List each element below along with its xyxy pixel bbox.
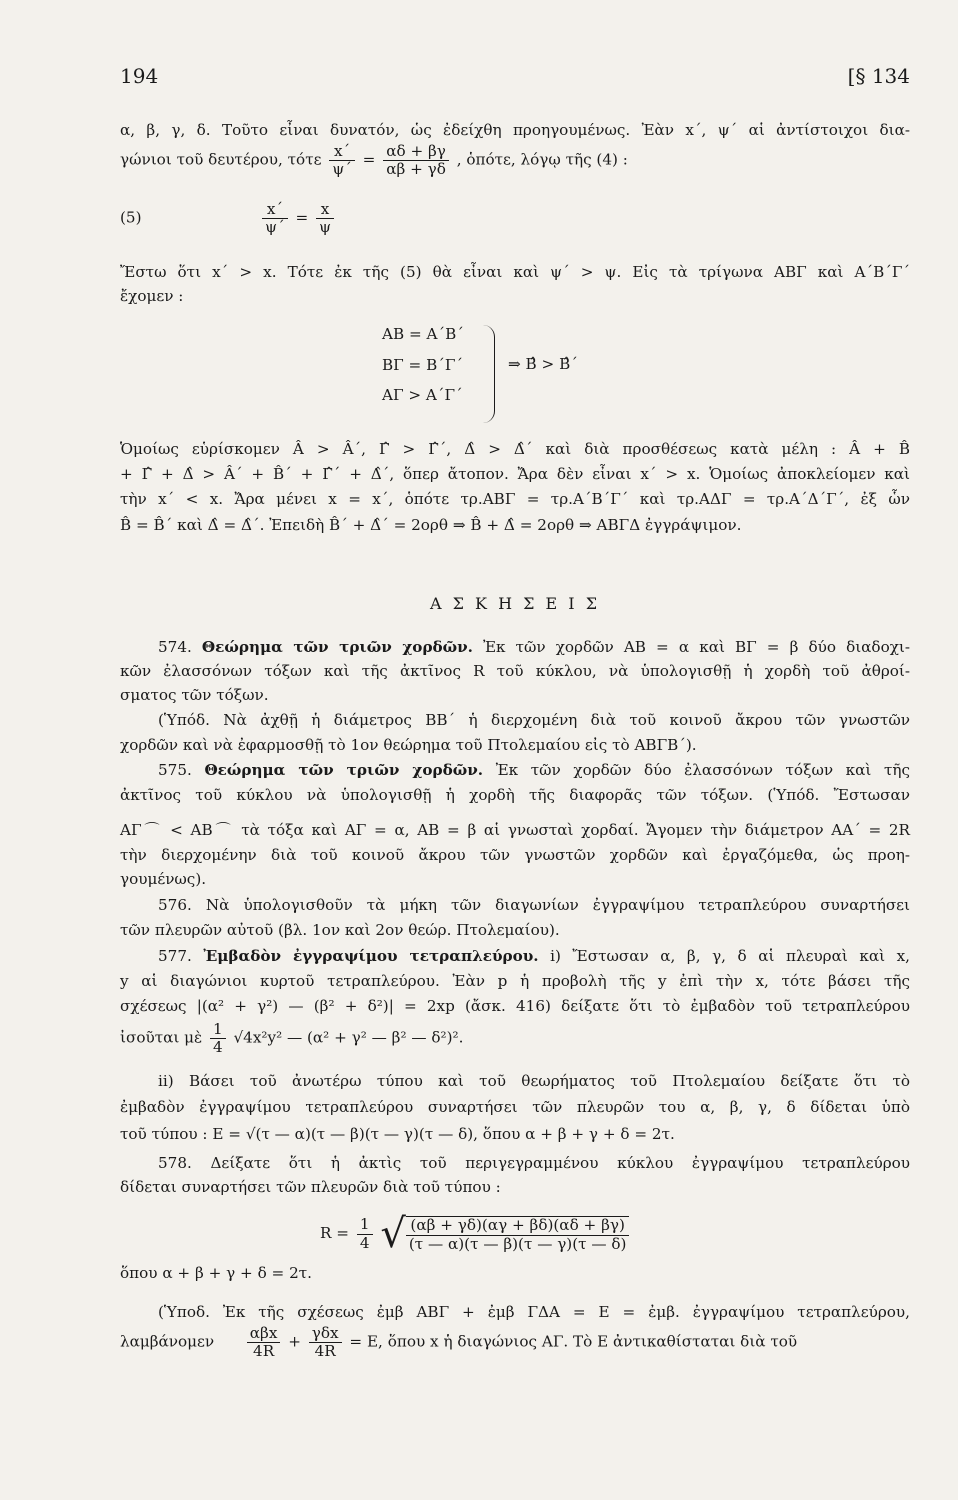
radical-expression: √4x²y² — (α² + γ² — β² — δ²)². [233, 1028, 464, 1047]
text-line: ἐμβαδὸν ἐγγραψίμου τετραπλεύρου συναρτήσει τῶν πλευρῶν του α, β, γ, δ δίδεται ὑπὸ [120, 1098, 910, 1116]
section-reference: [§ 134 [847, 64, 910, 88]
text-line: τὴν x΄ < x. Ἄρα μένει x = x΄, ὁπότε τρ.ΑΒΓ = τρ.Α΄Β΄Γ΄ καὶ τρ.ΑΔΓ = τρ.Α΄Δ΄Γ΄, ἐξ ὧν [120, 490, 910, 508]
text-line: χορδῶν καὶ νὰ ἐφαρμοσθῇ τὸ 1ον θεώρημα τοῦ Πτολεμαίου εἰς τὸ ΑΒΓΒ΄). [120, 736, 697, 754]
text-fragment: γώνιοι τοῦ δευτέρου, τότε [120, 150, 322, 169]
text-line: τὴν διερχομένην διὰ τοῦ κοινοῦ ἄκρου τῶν γνωστῶν χορδῶν καὶ ἐργαζόμεθα, ὡς προη- [120, 846, 910, 864]
text-line: κῶν ἐλασσόνων τόξων καὶ τῆς ἀκτῖνος R τοῦ κύκλου, νὰ ὑπολογισθῇ ἡ χορδὴ τοῦ ἀθροί- [120, 662, 910, 680]
text-line: τῶν πλευρῶν αὐτοῦ (βλ. 1ον καὶ 2ον θεώρ. Πτολεμαίου). [120, 921, 560, 939]
fraction-denominator: ψ΄ [332, 160, 352, 179]
exercise-number: 575. [158, 761, 192, 779]
fraction-denominator: ψ΄ [265, 218, 285, 237]
text-line: Ἔστω ὅτι x΄ > x. Τότε ἐκ τῆς (5) θὰ εἶναι καὶ ψ΄ > ψ. Εἰς τὰ τρίγωνα ΑΒΓ καὶ Α΄Β΄Γ΄ [120, 263, 910, 281]
exercise-number: 576. [158, 896, 192, 914]
system-equation: ΒΓ = Β΄Γ΄ [382, 356, 463, 374]
fraction-numerator: γδx [309, 1326, 342, 1343]
right-brace [482, 325, 495, 423]
text-line: τοῦ τύπου : E = √(τ — α)(τ — β)(τ — γ)(τ — δ), ὅπου α + β + γ + δ = 2τ. [120, 1125, 675, 1143]
exercise-578 [120, 1156, 910, 1171]
fraction-denominator: 4R [314, 1342, 336, 1361]
text-line: σχέσεως |(α² + γ²) — (β² + δ²)| = 2xp (ἄσκ. 416) δείξατε ὅτι τὸ ἐμβαδὸν τοῦ τετραπλεύρου [120, 997, 910, 1015]
fraction-numerator: αβx [247, 1326, 281, 1343]
text-line: + Γ̂ + Δ̂ > Â΄ + B̂΄ + Γ̂΄ + Δ̂΄, ὅπερ ἄτοπον. Ἄρα δὲν εἶναι x΄ > x. Ὁμοίως ἀποκλείομεν καὶ [120, 465, 910, 483]
text-line-fraction [120, 1022, 910, 1055]
fraction-numerator: 1 [357, 1217, 373, 1234]
exercise-575 [120, 763, 910, 778]
equals-sign: = [362, 150, 376, 169]
exercise-name: Θεώρημα τῶν τριῶν χορδῶν. [201, 638, 473, 656]
fraction-denominator: 4 [359, 1233, 370, 1252]
exercise-number: 574. [158, 638, 192, 656]
text-line: ὅπου α + β + γ + δ = 2τ. [120, 1264, 313, 1282]
text-line: α, β, γ, δ. Τοῦτο εἶναι δυνατόν, ὡς ἐδείχθη προηγουμένως. Ἐὰν x΄, ψ΄ αἱ ἀντίστοιχοι δια- [120, 121, 910, 139]
fraction [262, 202, 288, 235]
fraction [316, 202, 334, 235]
text-line: y αἱ διαγώνιοι κυρτοῦ τετραπλεύρου. Ἐὰν p ἡ προβολὴ τῆς y ἐπὶ τὴν x, τότε βάσει τῆς [120, 972, 910, 990]
section-title: Α Σ Κ Η Σ Ε Ι Σ [430, 594, 600, 613]
equation-5 [120, 202, 910, 235]
fraction-numerator: (αβ + γδ)(αγ + βδ)(αδ + βγ) [406, 1218, 630, 1235]
fraction-denominator: (τ — α)(τ — β)(τ — γ)(τ — δ) [408, 1234, 627, 1253]
text-line: ἔχομεν : [120, 287, 184, 305]
text-fragment: Ἐκ τῶν χορδῶν δύο ἐλασσόνων τόξων καὶ τῆς [495, 761, 910, 779]
text-line: γουμένως). [120, 870, 207, 888]
system-equation: ΑΓ > Α΄Γ΄ [382, 386, 463, 404]
fraction [329, 144, 355, 177]
exercise-577 [120, 949, 910, 964]
fraction [247, 1326, 281, 1359]
formula-lhs: R = [320, 1224, 349, 1242]
system-equation: ΑΒ = Α΄Β΄ [382, 325, 464, 343]
text-line-fraction [120, 144, 910, 177]
exercise-name: Ἐμβαδὸν ἐγγραψίμου τετραπλεύρου. [203, 947, 539, 965]
exercise-number: 578. [158, 1154, 192, 1172]
text-line: ἀκτῖνος τοῦ κύκλου νὰ ὑπολογισθῇ ἡ χορδὴ τῆς διαφορᾶς τῶν τόξων. (Ὑπόδ. Ἔστωσαν [120, 786, 910, 804]
text-line: Ὁμοίως εὑρίσκομεν Â > Â΄, Γ̂ > Γ̂΄, Δ̂ > Δ̂΄ καὶ διὰ προσθέσεως κατὰ μέλη : Â + B̂ [120, 440, 910, 458]
fraction-numerator: x [316, 202, 334, 219]
text-fragment: Δείξατε ὅτι ἡ ἀκτὶς τοῦ περιγεγραμμένου κύκλου ἐγγραψίμου τετραπλεύρου [210, 1154, 911, 1172]
fraction-denominator: 4 [213, 1038, 223, 1057]
fraction-denominator: 4R [253, 1342, 275, 1361]
fraction-numerator: x΄ [262, 202, 288, 219]
exercise-number: 577. [158, 947, 192, 965]
equation-label: (5) [120, 208, 142, 227]
plus-sign: + [288, 1332, 301, 1351]
inequality-system [382, 317, 622, 417]
text-line: B̂ = B̂΄ καὶ Δ̂ = Δ̂΄. Ἐπειδὴ B̂΄ + Δ̂΄ = 2ορθ ⇒ B̂ + Δ̂ = 2ορθ ⇒ ΑΒΓΔ ἐγγράψιμον. [120, 516, 742, 534]
text-fragment: = E, ὅπου x ἡ διαγώνιος ΑΓ. Τὸ E ἀντικαθίσταται διὰ τοῦ [349, 1332, 798, 1351]
text-line: σματος τῶν τόξων. [120, 686, 269, 704]
system-result: ⇒ Β̂ > Β̂΄ [508, 355, 578, 373]
fraction [210, 1022, 226, 1055]
text-line: ΑΓ⌒ < ΑΒ⌒ τὰ τόξα καὶ ΑΓ = α, ΑΒ = β αἱ γνωσταὶ χορδαί. Ἄγομεν τὴν διάμετρον ΑΑ΄ = 2R [120, 821, 910, 839]
fraction-numerator: αδ + βγ [383, 144, 449, 161]
fraction [309, 1326, 342, 1359]
exercise-576 [120, 898, 910, 913]
equals-sign: = [295, 208, 309, 227]
text-fragment: i) Ἔστωσαν α, β, γ, δ αἱ πλευραὶ καὶ x, [550, 947, 911, 965]
text-fragment: Ἐκ τῶν χορδῶν ΑΒ = α καὶ ΒΓ = β δύο διαδοχι- [483, 638, 911, 656]
text-line-fraction [120, 1326, 910, 1359]
exercise-574 [120, 640, 910, 655]
text-fragment: Νὰ ὑπολογισθοῦν τὰ μήκη τῶν διαγωνίων ἐγγραψίμου τετραπλεύρου συναρτήσει [205, 896, 911, 914]
fraction-numerator: 1 [210, 1022, 226, 1039]
fraction [383, 144, 449, 177]
text-fragment: , ὁπότε, λόγῳ τῆς (4) : [456, 150, 628, 169]
text-line: (Ὑπόδ. Νὰ ἀχθῇ ἡ διάμετρος ΒΒ΄ ἡ διερχομένη διὰ τοῦ κοινοῦ ἄκρου τῶν γνωστῶν [158, 711, 910, 729]
fraction [406, 1216, 630, 1251]
page-number: 194 [120, 64, 159, 88]
fraction-numerator: x΄ [329, 144, 355, 161]
text-line: δίδεται συναρτήσει τῶν πλευρῶν διὰ τοῦ τύπου : [120, 1178, 501, 1196]
text-fragment: ἰσοῦται μὲ [120, 1028, 203, 1047]
book-page [120, 0, 910, 1500]
radius-formula [120, 1211, 910, 1257]
fraction [357, 1217, 373, 1250]
radical-sign: √ [380, 1211, 406, 1257]
exercise-name: Θεώρημα τῶν τριῶν χορδῶν. [204, 761, 484, 779]
text-line: (Ὑποδ. Ἐκ τῆς σχέσεως ἐμβ ΑΒΓ + ἐμβ ΓΔΑ = E = ἐμβ. ἐγγραψίμου τετραπλεύρου, [158, 1303, 910, 1321]
text-fragment: λαμβάνομεν [120, 1332, 215, 1351]
fraction-denominator: ψ [319, 218, 331, 237]
fraction-denominator: αβ + γδ [386, 160, 446, 179]
text-line: ii) Βάσει τοῦ ἀνωτέρω τύπου καὶ τοῦ θεωρήματος τοῦ Πτολεμαίου δείξατε ὅτι τὸ [158, 1072, 910, 1090]
